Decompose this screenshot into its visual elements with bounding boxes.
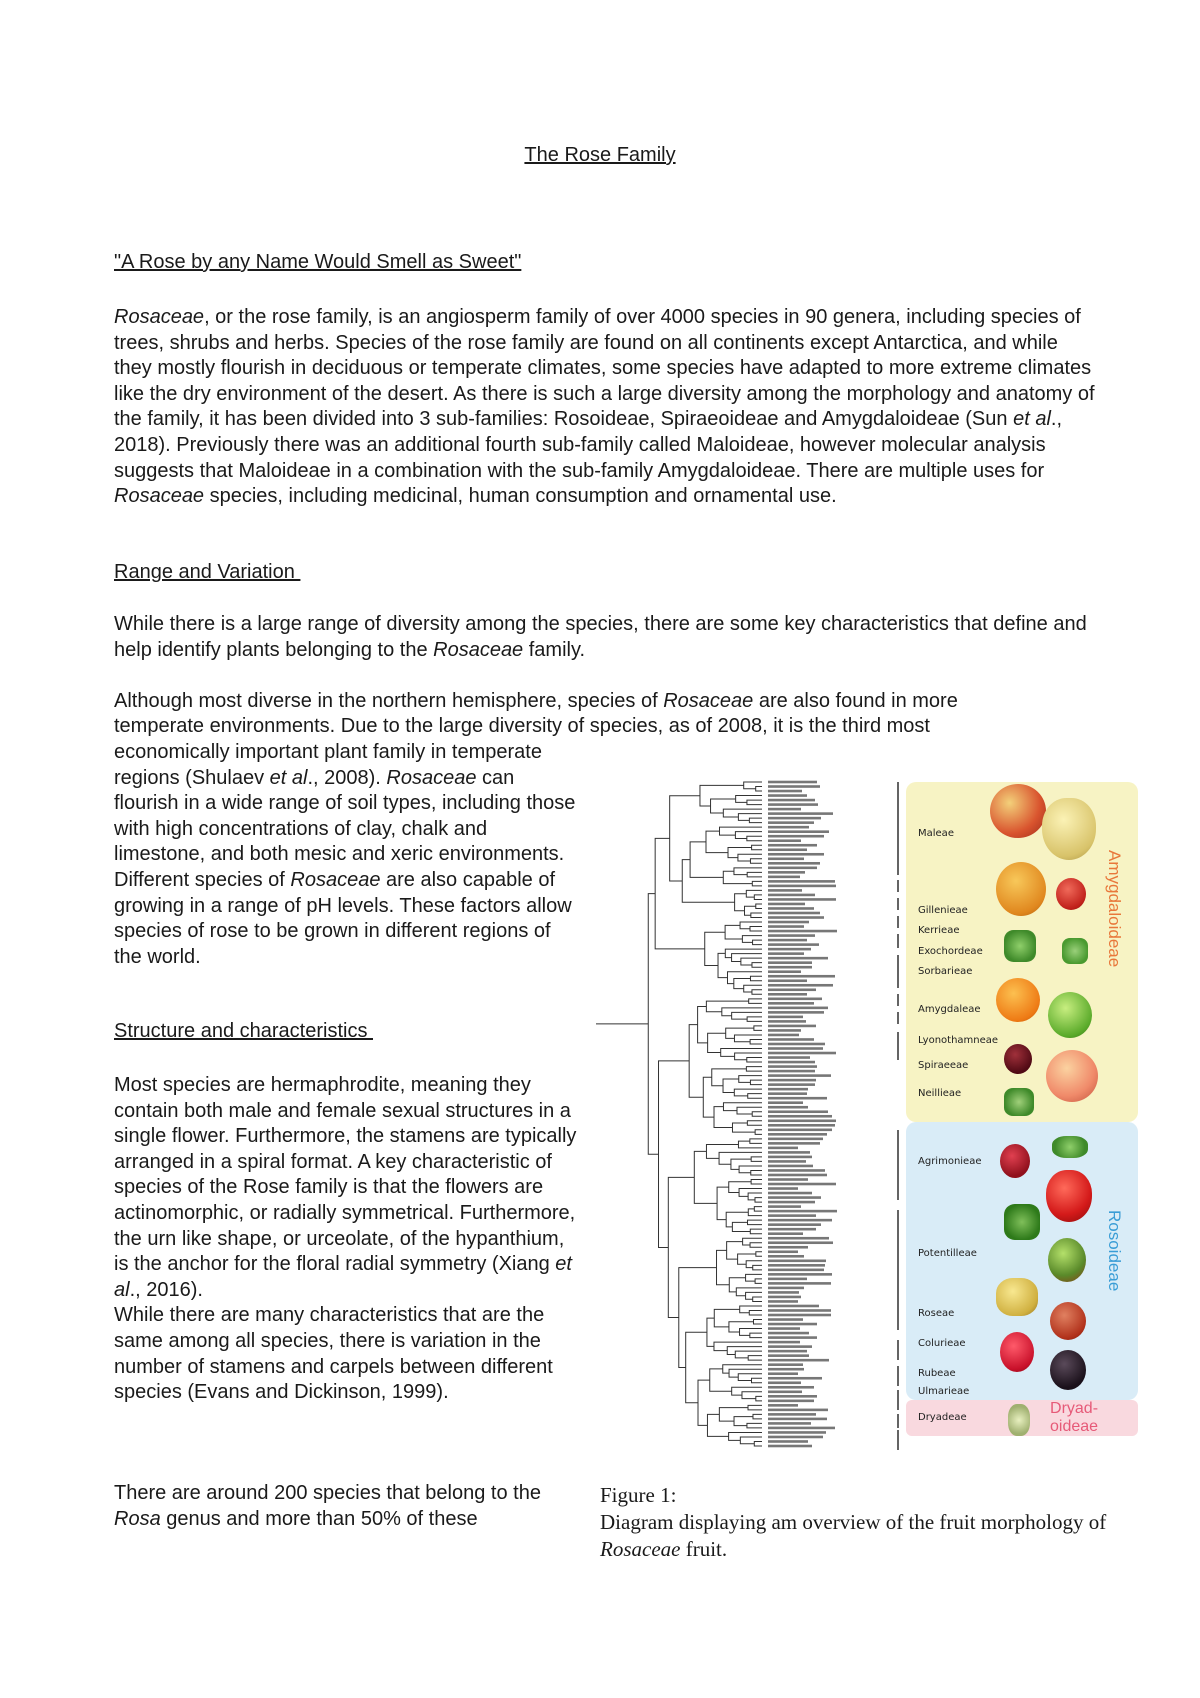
peach-fruit-image [1046, 1050, 1098, 1102]
dryadoideae-label: Dryad- oideae [1050, 1400, 1099, 1435]
apple-fruit-image [990, 784, 1046, 838]
structure-paragraph-1: Most species are hermaphrodite, meaning they contain both male and female sexual structures in a single flower. Furthermore, the stamens are typically arranged in a spiral format. A key characteristic of species of the Rose family is that the flowers are actinomorphic, or radially symmetrical. Furthermore, the urn like shape, or urceolate, of the hypanthium, is the anchor for the floral radial symmetry (Xiang et al., 2016). While there are many characteristics that are the same among all species, there is variation in the number of stamens and carpels between different species (Evans and Dickinson, 1999). [114, 1074, 577, 1404]
tribe-neillieae: Neillieae [918, 1088, 962, 1099]
tribe-kerrieae: Kerrieae [918, 925, 960, 936]
range-paragraph-2-line2: temperate environments. Due to the large diversity of species, as of 2008, it is the third most [114, 715, 930, 737]
tribe-gillenieae: Gillenieae [918, 905, 968, 916]
pear-fruit-image [1042, 798, 1096, 860]
cherry-fruit-image [1004, 1044, 1032, 1074]
tribe-potentilleae: Potentilleae [918, 1248, 977, 1259]
apricot-fruit-image [996, 978, 1040, 1022]
figure-caption: Figure 1: Diagram displaying am overview of the fruit morphology of Rosaceae fruit. [600, 1483, 1107, 1561]
range-paragraph-2-line1: Although most diverse in the northern hemisphere, species of Rosaceae are also found in more [114, 690, 958, 712]
fragaria-fruit-image [1048, 1238, 1086, 1282]
calyx-fruit-image [1052, 1136, 1088, 1158]
tribe-agrimonieae: Agrimonieae [918, 1156, 982, 1167]
exochorda-fruit-image [1062, 938, 1088, 964]
intro-paragraph: Rosaceae, or the rose family, is an angiosperm family of over 4000 species in 90 genera, including species of trees, shrubs and herbs. Species of the rose family are found on all continents except Antarctica, and while they mostly flourish in deciduous or temperate climates, some species have adapted to more extreme climates like the dry environment of the desert. As there is such a large diversity among the morphology and anatomy of the family, it has been divided into 3 sub-families: Rosoideae, Spiraeoideae and Amygdaloideae (Sun et al., 2018). Previously there was an additional fourth sub-family called Maloideae, however molecular analysis suggests that Maloideae in a combination with the sub-family Amygdaloideae. There are multiple uses for Rosaceae species, including medicinal, human consumption and ornamental use. [114, 306, 1095, 508]
tribe-lyonothamneae: Lyonothamneae [918, 1035, 999, 1046]
neillia-fruit-image [1004, 1088, 1034, 1116]
tribe-amygdaleae: Amygdaleae [918, 1004, 981, 1015]
quote-heading: "A Rose by any Name Would Smell as Sweet" [114, 251, 522, 273]
tribe-exochordeae: Exochordeae [918, 946, 983, 957]
quince-fruit-image [996, 862, 1046, 916]
tribe-sorbarieae: Sorbarieae [918, 966, 973, 977]
plum-fruit-image [1048, 992, 1092, 1038]
rosoideae-label: Rosoideae [1105, 1210, 1124, 1292]
structure-paragraph-2: There are around 200 species that belong to the Rosa genus and more than 50% of these [114, 1482, 541, 1530]
tribe-rubeae: Rubeae [918, 1368, 956, 1379]
hawthorn-fruit-image [1056, 878, 1086, 910]
potentilla-fruit-image [1004, 1204, 1040, 1240]
range-paragraph-2-cont: economically important plant family in temperate regions (Shulaev et al., 2008). Rosaceae can flourish in a wide range of soil types, including those with high concentrations of clay, chalk and limestone, and both mesic and xeric environments. Different species of Rosaceae are also capable of growing in a range of pH levels. These factors allow species of rose to be grown in different regions of the world. [114, 741, 576, 968]
tribe-roseae: Roseae [918, 1308, 955, 1319]
range-paragraph-1: While there is a large range of diversity among the species, there are some key characteristics that define and help identify plants belonging to the Rosaceae family. [114, 613, 1087, 661]
tribe-spiraeeae: Spiraeeae [918, 1060, 969, 1071]
dryas-fruit-image [1008, 1404, 1030, 1436]
strawberry-fruit-image [1046, 1170, 1092, 1222]
raspberry-fruit-image [1000, 1332, 1034, 1372]
amygdaloideae-label: Amygdaloideae [1105, 850, 1124, 968]
roseae-fruit-image [996, 1278, 1038, 1316]
kerria-fruit-image [1004, 930, 1036, 962]
tribe-ulmarieae: Ulmarieae [918, 1386, 970, 1397]
document-title: The Rose Family [524, 144, 676, 166]
range-heading: Range and Variation [114, 561, 301, 583]
tribe-maleae: Maleae [918, 828, 954, 839]
tribe-dryadeae: Dryadeae [918, 1412, 967, 1423]
phylogeny-figure [596, 770, 1140, 1464]
structure-heading: Structure and characteristics [114, 1020, 373, 1042]
tribe-colurieae: Colurieae [918, 1338, 966, 1349]
blackberry-fruit-image [1050, 1350, 1086, 1390]
agrimony-fruit-image [1000, 1144, 1030, 1178]
rosehip-fruit-image [1050, 1302, 1086, 1340]
